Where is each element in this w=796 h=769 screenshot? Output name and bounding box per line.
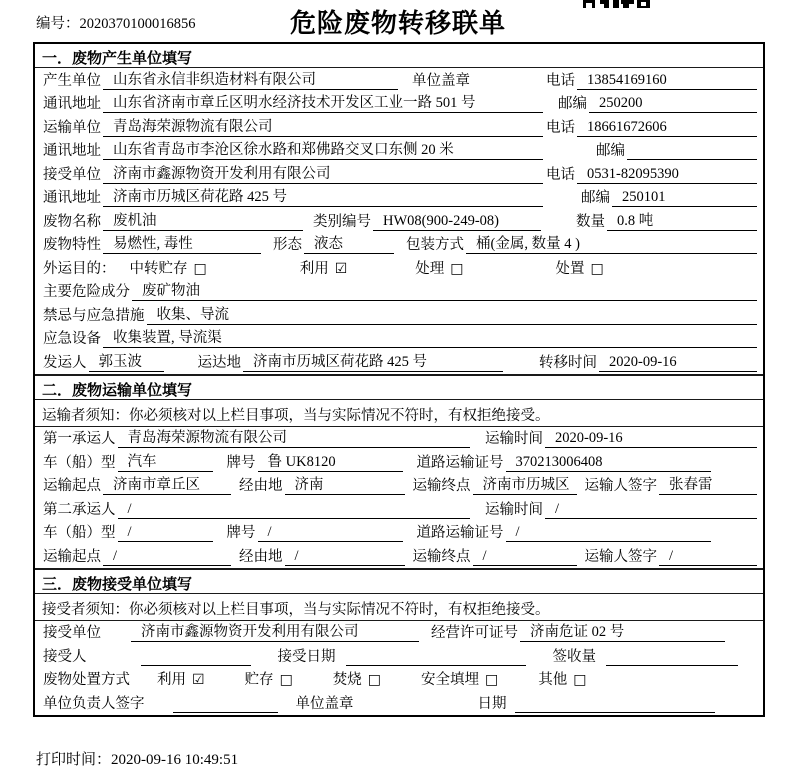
carrier-sign2-label: 运输人签字 — [584, 548, 657, 565]
transfer-manifest-form — [33, 42, 765, 717]
document-header — [0, 0, 796, 40]
print-time — [36, 748, 238, 769]
carrier-sign1-value: 张春雷 — [659, 476, 757, 495]
terminal2-label: 运输终点 — [412, 548, 471, 565]
via2-value: / — [285, 547, 405, 566]
disposal-landfill-label: 安全填埋 — [421, 672, 480, 688]
option-dispose — [556, 257, 604, 278]
transport-zip-label: 邮编 — [596, 143, 625, 159]
category-code-value: HW08(900-249-08) — [373, 212, 541, 231]
transfer-purpose-label: 外运目的： — [43, 260, 116, 277]
origin2-label: 运输起点 — [43, 548, 101, 565]
section-transporter — [35, 374, 763, 568]
via2-label: 经由地 — [239, 548, 283, 565]
transfer-time-label: 转移时间 — [539, 354, 597, 371]
terminal2-value: / — [473, 547, 577, 566]
print-time-label: 打印时间： — [36, 752, 112, 768]
disposal-incinerate-checkbox-icon: □ — [367, 672, 382, 688]
receiver-zip-label: 邮编 — [581, 190, 610, 206]
waste-character-value: 易燃性, 毒性 — [103, 235, 261, 254]
unit-seal3-label: 单位盖章 — [295, 695, 354, 712]
road-permit2-label: 道路运输证号 — [416, 525, 504, 541]
waste-form-label: 形态 — [273, 237, 302, 253]
disposal-option-other — [538, 668, 586, 689]
row-taboo-measures — [35, 303, 763, 327]
transporter-notice: 运输者须知：你必须核对以上栏目事项，当与实际情况不符时，有权拒绝接受。 — [35, 400, 763, 427]
print-time-value: 2020-09-16 10:49:51 — [111, 752, 239, 768]
producer-address-label: 通讯地址 — [43, 96, 101, 112]
disposal-utilize-checkbox-icon: ☑ — [192, 672, 205, 688]
receiver-phone-value: 0531-82095390 — [577, 165, 757, 184]
transport-time2-value: / — [545, 500, 757, 519]
vehicle-type1-label: 车（船）型 — [43, 454, 116, 471]
transport-time1-label: 运输时间 — [485, 431, 543, 447]
plate-number2-value: / — [258, 523, 403, 542]
business-permit-value: 济南危证 02 号 — [520, 623, 725, 642]
road-permit2-value: / — [506, 523, 711, 542]
disposal-utilize-label: 利用 — [157, 672, 186, 688]
disposal-option-incinerate — [333, 668, 381, 689]
via1-value: 济南 — [285, 476, 405, 495]
row-receiver-unit — [35, 162, 763, 186]
dispose-checkbox-icon: □ — [590, 260, 604, 277]
waste-character-label: 废物特性 — [43, 237, 101, 253]
transport-zip-value — [627, 142, 757, 160]
transport-unit-label: 运输单位 — [43, 119, 101, 136]
carrier-sign1-label: 运输人签字 — [584, 478, 657, 494]
transport-unit-value: 青岛海荣源物流有限公司 — [103, 118, 543, 137]
disposal-option-utilize — [157, 668, 205, 689]
waste-form-value: 液态 — [304, 235, 394, 254]
taboo-measures-label: 禁忌与应急措施 — [43, 307, 145, 324]
waste-name-value: 废机油 — [103, 212, 303, 231]
row-vehicle1 — [35, 450, 763, 474]
receiver-unit-label: 接受单位 — [43, 166, 101, 183]
transport-phone-label: 电话 — [546, 119, 575, 136]
section-receiver-title: 三．废物接受单位填写 — [35, 570, 763, 594]
plate-number2-label: 牌号 — [226, 525, 256, 541]
second-carrier-label: 第二承运人 — [43, 501, 116, 518]
via1-label: 经由地 — [239, 478, 283, 494]
accept-unit-label: 接受单位 — [43, 625, 101, 641]
row-hazard-component — [35, 280, 763, 304]
destination-value: 济南市历城区荷花路 425 号 — [243, 353, 503, 372]
accept-date-value — [346, 648, 526, 666]
packaging-label: 包装方式 — [406, 237, 464, 253]
sign-date-label: 日期 — [477, 695, 507, 712]
disposal-other-checkbox-icon: □ — [573, 672, 587, 688]
manager-sign-value — [173, 695, 278, 713]
second-carrier-value: / — [118, 500, 470, 519]
vehicle-type2-value: / — [118, 523, 213, 542]
disposal-other-label: 其他 — [538, 672, 568, 688]
receiver-zip-value: 250101 — [612, 188, 757, 207]
row-producer-unit — [35, 68, 763, 92]
treat-checkbox-icon: □ — [450, 260, 464, 277]
row-transfer-purpose — [35, 256, 763, 280]
row-receiver-address — [35, 186, 763, 210]
section-producer — [35, 44, 763, 374]
first-carrier-value: 青岛海荣源物流有限公司 — [118, 429, 470, 448]
receiver-address-value: 济南市历城区荷花路 425 号 — [103, 188, 543, 207]
quantity-value: 0.8 吨 — [607, 212, 757, 231]
transport-time1-value: 2020-09-16 — [545, 429, 757, 448]
sign-date-value — [515, 695, 715, 713]
row-waste-name — [35, 209, 763, 233]
road-permit1-label: 道路运输证号 — [416, 454, 504, 471]
section-transporter-title: 二．废物运输单位填写 — [35, 376, 763, 400]
row-accept-person — [35, 644, 763, 668]
row-disposal-method — [35, 668, 763, 692]
carrier-sign2-value: / — [659, 547, 757, 566]
option-treat — [415, 257, 463, 278]
waste-name-label: 废物名称 — [43, 213, 101, 230]
accept-person-label: 接受人 — [43, 648, 87, 665]
transfer-time-value: 2020-09-16 — [599, 353, 757, 372]
row-manager-sign — [35, 691, 763, 715]
road-permit1-value: 370213006408 — [506, 453, 711, 472]
disposal-landfill-checkbox-icon: □ — [485, 672, 499, 688]
business-permit-label: 经营许可证号 — [431, 625, 518, 641]
producer-zip-value: 250200 — [589, 94, 757, 113]
transport-phone-value: 18661672606 — [577, 118, 757, 137]
taboo-measures-value: 收集、导流 — [147, 306, 758, 325]
shipper-label: 发运人 — [43, 354, 87, 371]
transport-time2-label: 运输时间 — [485, 501, 543, 518]
origin2-value: / — [103, 547, 231, 566]
vehicle-type2-label: 车（船）型 — [43, 525, 116, 541]
producer-unit-value: 山东省永信非织造材料有限公司 — [103, 71, 398, 90]
utilize-checkbox-icon: ☑ — [334, 260, 348, 277]
section-producer-title: 一．废物产生单位填写 — [35, 44, 763, 68]
quantity-label: 数量 — [576, 213, 605, 230]
plate-number1-label: 牌号 — [226, 454, 256, 471]
row-first-carrier — [35, 427, 763, 451]
receiver-unit-value: 济南市鑫源物资开发利用有限公司 — [103, 165, 543, 184]
row-producer-address — [35, 92, 763, 116]
producer-unit-label: 产生单位 — [43, 72, 101, 89]
option-dispose-label: 处置 — [555, 260, 585, 277]
producer-zip-label: 邮编 — [558, 96, 587, 112]
qr-code-icon — [583, 0, 651, 9]
option-utilize-label: 利用 — [299, 260, 329, 277]
destination-label: 运达地 — [197, 354, 241, 371]
document-number-value: 2020370100016856 — [79, 16, 196, 32]
option-transit-storage — [130, 257, 207, 278]
disposal-storage-checkbox-icon: □ — [279, 672, 293, 688]
hazard-component-value: 废矿物油 — [132, 282, 757, 301]
plate-number1-value: 鲁 UK8120 — [258, 453, 403, 472]
row-transport-unit — [35, 115, 763, 139]
accept-unit-value: 济南市鑫源物资开发利用有限公司 — [131, 623, 419, 642]
emergency-equipment-label: 应急设备 — [43, 331, 101, 347]
receiver-address-label: 通讯地址 — [43, 190, 101, 206]
row-waste-character — [35, 233, 763, 257]
option-transit-storage-label: 中转贮存 — [129, 260, 188, 277]
receiver-notice: 接受者须知：你必须核对以上栏目事项，当与实际情况不符时，有权拒绝接受。 — [35, 594, 763, 621]
row-shipper — [35, 350, 763, 374]
packaging-value: 桶(金属, 数量 4 ) — [466, 235, 757, 254]
transit-storage-checkbox-icon: □ — [193, 260, 207, 277]
emergency-equipment-value: 收集装置, 导流渠 — [103, 329, 757, 348]
row-transport-address — [35, 139, 763, 163]
disposal-storage-label: 贮存 — [244, 672, 274, 688]
shipper-value: 郭玉波 — [89, 353, 164, 372]
origin1-value: 济南市章丘区 — [103, 476, 231, 495]
disposal-option-landfill — [421, 668, 498, 689]
accept-person-value — [141, 648, 251, 666]
terminal1-label: 运输终点 — [412, 478, 471, 494]
signed-quantity-value — [606, 648, 738, 666]
row-route1 — [35, 474, 763, 498]
document-title: 危险废物转移联单 — [289, 8, 506, 38]
first-carrier-label: 第一承运人 — [43, 431, 116, 447]
manager-sign-label: 单位负责人签字 — [43, 695, 145, 712]
document-number-label: 编号： — [36, 16, 80, 32]
category-code-label: 类别编号 — [313, 213, 371, 230]
unit-seal-label: 单位盖章 — [412, 72, 470, 89]
disposal-option-storage — [245, 668, 293, 689]
row-route2 — [35, 544, 763, 568]
accept-date-label: 接受日期 — [277, 648, 336, 665]
origin1-label: 运输起点 — [43, 478, 101, 494]
transport-address-label: 通讯地址 — [43, 143, 101, 159]
producer-phone-value: 13854169160 — [577, 71, 757, 90]
disposal-method-label: 废物处置方式 — [43, 672, 130, 688]
producer-address-value: 山东省济南市章丘区明水经济技术开发区工业一路 501 号 — [103, 94, 543, 113]
receiver-phone-label: 电话 — [546, 166, 575, 183]
option-treat-label: 处理 — [415, 260, 445, 277]
producer-phone-label: 电话 — [546, 72, 575, 89]
terminal1-value: 济南市历城区 — [473, 476, 577, 495]
signed-quantity-label: 签收量 — [552, 648, 596, 665]
option-utilize — [300, 257, 348, 278]
disposal-incinerate-label: 焚烧 — [332, 672, 362, 688]
hazard-component-label: 主要危险成分 — [43, 284, 130, 300]
transport-address-value: 山东省青岛市李沧区徐水路和郑佛路交叉口东侧 20 米 — [103, 141, 543, 160]
vehicle-type1-value: 汽车 — [118, 453, 213, 472]
row-accept-unit — [35, 621, 763, 645]
section-receiver — [35, 568, 763, 715]
row-emergency-equipment — [35, 327, 763, 351]
row-vehicle2 — [35, 521, 763, 545]
row-second-carrier — [35, 497, 763, 521]
